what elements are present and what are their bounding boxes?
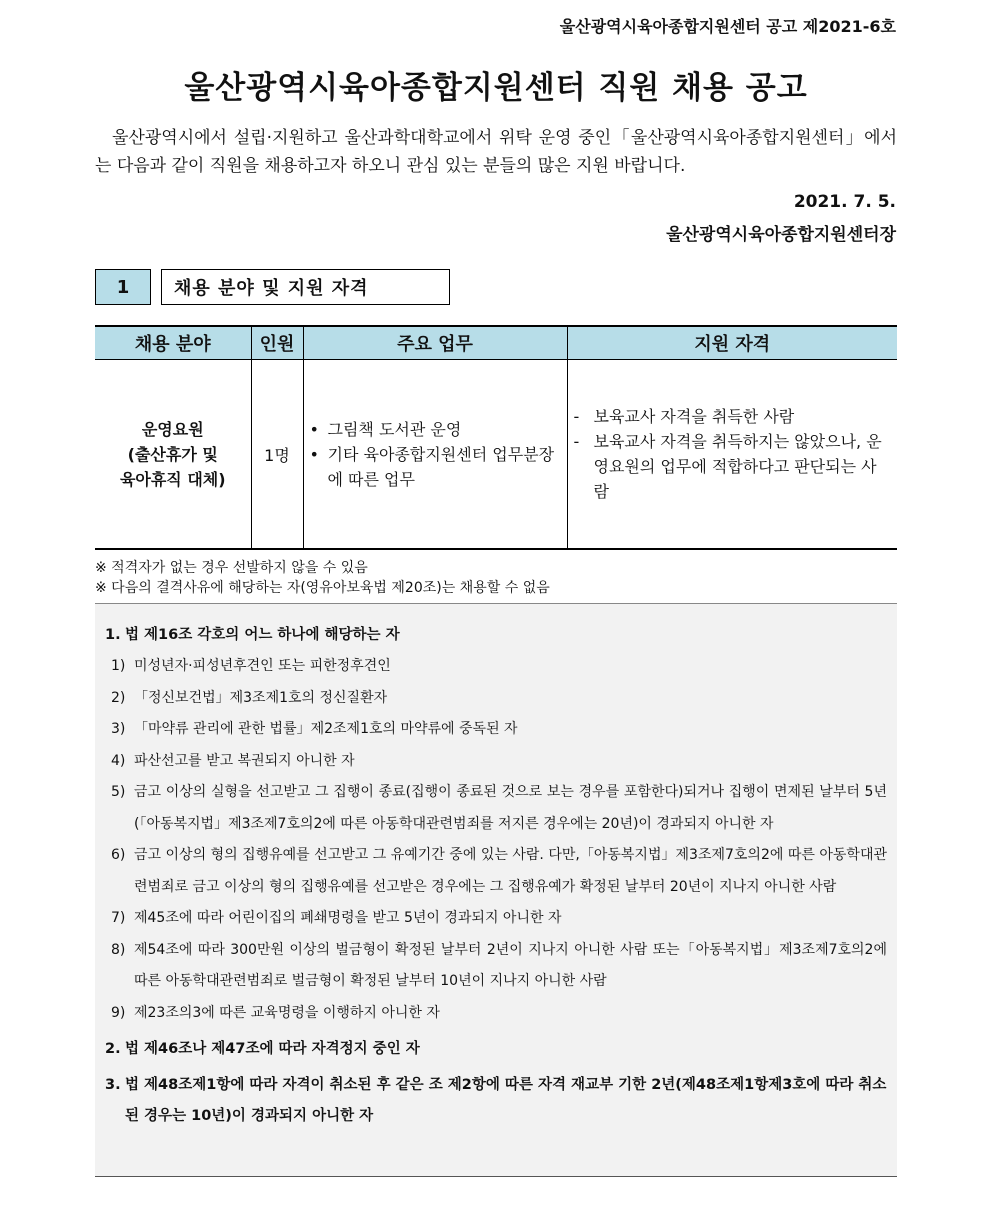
- field-cell: [95, 360, 251, 550]
- qualification-text: 보육교사 자격을 취득한 사람: [593, 407, 795, 426]
- list-item: [105, 714, 887, 746]
- intro-paragraph: [95, 124, 897, 180]
- item-text: 「정신보건법」제3조제1호의 정신질환자: [134, 689, 388, 706]
- duty-text: 그림책 도서관 운영: [327, 419, 462, 439]
- bullet-marker: •: [309, 419, 319, 439]
- item-number: 8): [111, 941, 126, 958]
- table-header-row: [95, 326, 897, 360]
- field-line: 육아휴직 대체): [119, 469, 226, 489]
- disqualification-heading: [105, 620, 887, 651]
- recruitment-table: [95, 325, 897, 550]
- header-count: 인원: [251, 326, 303, 360]
- list-item: [105, 683, 887, 715]
- list-item: [105, 903, 887, 935]
- item-text: 제54조에 따라 300만원 이상의 벌금형이 확정된 날부터 2년이 지나지 아니한 사람 또는「아동복지법」제3조제7호의2에 따른 아동학대관련범죄로 벌금형이 확정된 날부터 10년이 지나지 아니한 사람: [134, 941, 887, 989]
- notice-date: 2021. 7. 5.: [793, 192, 896, 212]
- list-item: [105, 777, 887, 840]
- qualification-item: [574, 429, 892, 504]
- item-number: 7): [111, 910, 126, 926]
- duty-item: [310, 442, 561, 492]
- disqualification-heading: [105, 1070, 887, 1132]
- page-title: 울산광역시육아종합지원센터 직원 채용 공고: [184, 70, 808, 106]
- duty-text: 기타 육아종합지원센터 업무분장에 따른 업무: [327, 444, 555, 489]
- heading-number: 1.: [105, 627, 121, 643]
- item-text: 미성년자·피성년후견인 또는 피한정후견인: [134, 658, 391, 674]
- section-title: 채용 분야 및 지원 자격: [161, 269, 450, 305]
- list-item: [105, 651, 887, 683]
- disqualification-heading: [105, 1034, 887, 1065]
- notes: [95, 558, 550, 598]
- heading-text: 법 제48조제1항에 따라 자격이 취소된 후 같은 조 제2항에 따른 자격 재교부 기한 2년(제48조제1항제3호에 따라 취소된 경우는 10년)이 경과되지 아니한 자: [125, 1077, 887, 1124]
- bullet-marker: •: [309, 444, 319, 464]
- item-text: 파산선고를 받고 복권되지 아니한 자: [134, 752, 355, 769]
- qualification-item: [574, 404, 892, 429]
- duty-item: [310, 417, 561, 442]
- list-item: [105, 840, 887, 903]
- header-duties: 주요 업무: [303, 326, 567, 360]
- header-qualifications: 지원 자격: [567, 326, 897, 360]
- notice-number: 울산광역시육아종합지원센터 공고 제2021-6호: [559, 17, 896, 36]
- list-item: [105, 935, 887, 998]
- list-item: [105, 746, 887, 778]
- item-number: 5): [111, 784, 126, 800]
- note-line: ※ 다음의 결격사유에 해당하는 자(영유아보육법 제20조)는 채용할 수 없음: [95, 580, 550, 596]
- item-number: 3): [111, 721, 126, 737]
- disqualification-box: [95, 603, 897, 1177]
- list-item: [105, 998, 887, 1030]
- heading-number: 2.: [105, 1041, 121, 1057]
- field-line: 운영요원: [141, 419, 204, 439]
- table-row: [95, 360, 897, 550]
- count-cell: 1명: [251, 360, 303, 550]
- section-number: 1: [95, 269, 151, 305]
- item-number: 4): [111, 752, 126, 769]
- qualification-text: 보육교사 자격을 취득하지는 않았으나, 운영요원의 업무에 적합하다고 판단되는 사람: [593, 432, 882, 501]
- heading-text: 법 제16조 각호의 어느 하나에 해당하는 자: [125, 627, 400, 643]
- note-line: ※ 적격자가 없는 경우 선발하지 않을 수 있음: [95, 560, 368, 576]
- item-text: 금고 이상의 형의 집행유예를 선고받고 그 유예기간 중에 있는 사람. 다만,「아동복지법」제3조제7호의2에 따른 아동학대관련범죄로 금고 이상의 형의 집행유예를 선고받은 경우에는 그 집행유예가 확정된 날부터 20년이 지나지 아니한 사람: [134, 847, 887, 895]
- item-text: 금고 이상의 실형을 선고받고 그 집행이 종료(집행이 종료된 것으로 보는 경우를 포함한다)되거나 집행이 면제된 날부터 5년(「아동복지법」제3조제7호의2에 따른 아동학대관련범죄를 저지른 경우에는 20년)이 경과되지 아니한 자: [134, 784, 887, 832]
- item-text: 제23조의3에 따른 교육명령을 이행하지 아니한 자: [134, 1004, 440, 1021]
- item-text: 제45조에 따라 어린이집의 폐쇄명령을 받고 5년이 경과되지 아니한 자: [134, 910, 562, 926]
- item-number: 6): [111, 847, 126, 863]
- qualifications-cell: [567, 360, 897, 550]
- heading-text: 법 제46조나 제47조에 따라 자격정지 중인 자: [125, 1041, 420, 1057]
- dash-marker: -: [573, 432, 580, 451]
- duties-cell: [303, 360, 567, 550]
- item-number: 9): [111, 1004, 126, 1021]
- field-line: (출산휴가 및: [127, 444, 218, 464]
- intro-text: 울산광역시에서 설립·지원하고 울산과학대학교에서 위탁 운영 중인「울산광역시육아종합지원센터」에서는 다음과 같이 직원을 채용하고자 하오니 관심 있는 분들의 많은 지원 바랍니다.: [95, 128, 897, 176]
- dash-marker: -: [573, 407, 580, 426]
- header-field: 채용 분야: [95, 326, 251, 360]
- item-number: 2): [111, 689, 126, 706]
- item-number: 1): [111, 658, 126, 674]
- issuer-name: 울산광역시육아종합지원센터장: [666, 225, 896, 245]
- heading-number: 3.: [105, 1077, 121, 1093]
- item-text: 「마약류 관리에 관한 법률」제2조제1호의 마약류에 중독된 자: [134, 721, 518, 737]
